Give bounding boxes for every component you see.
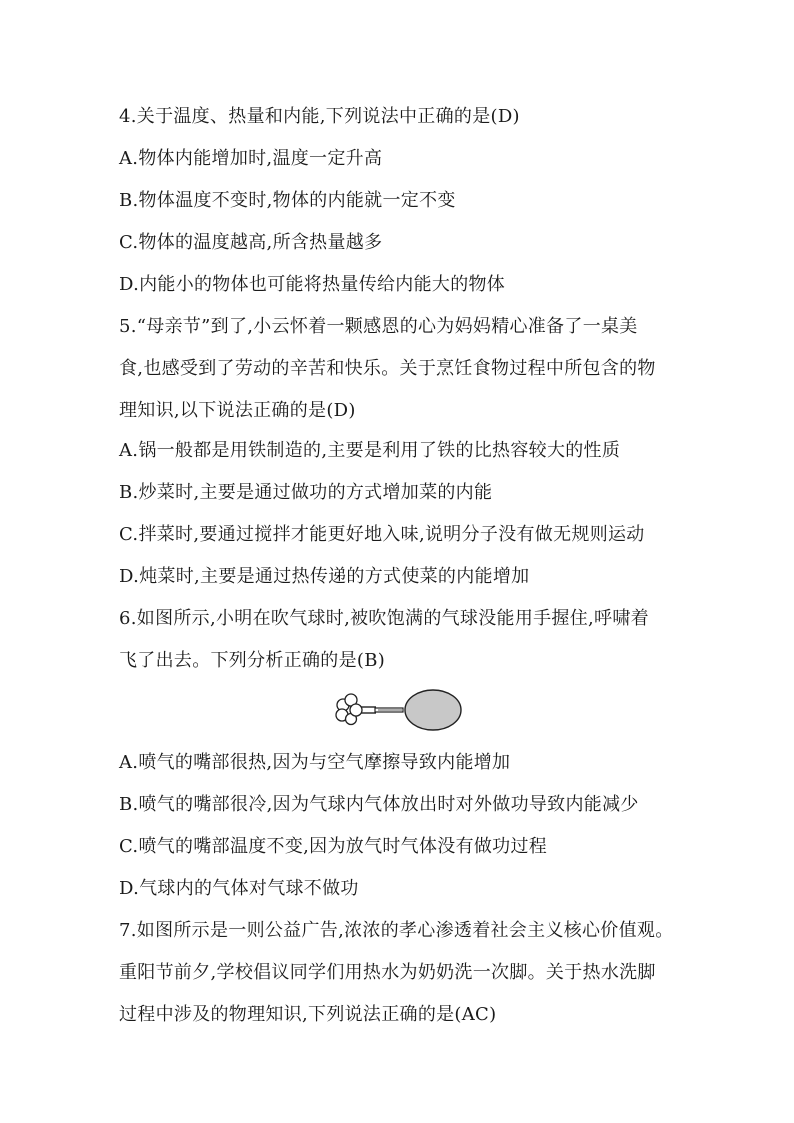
q6-option-b: B.喷气的嘴部很冷,因为气球内气体放出时对外做功导致内能减少 [119,794,639,815]
q6-option-a: A.喷气的嘴部很热,因为与空气摩擦导致内能增加 [119,752,511,773]
q6-stem-line-1: 6.如图所示,小明在吹气球时,被吹饱满的气球没能用手握住,呼啸着 [119,608,649,629]
q5-stem-line-1: 5.“母亲节”到了,小云怀着一颗感恩的心为妈妈精心准备了一桌美 [119,316,638,337]
q5-option-a: A.锅一般都是用铁制造的,主要是利用了铁的比热容较大的性质 [119,440,621,461]
q4-option-c: C.物体的温度越高,所含热量越多 [119,232,383,253]
q7-stem-line-1: 7.如图所示是一则公益广告,浓浓的孝心渗透着社会主义核心价值观。 [119,920,674,941]
q7-stem-line-2: 重阳节前夕,学校倡议同学们用热水为奶奶洗一次脚。关于热水洗脚 [119,962,656,983]
q6-stem-line-2: 飞了出去。下列分析正确的是(B) [119,650,386,671]
q5-stem-line-2: 食,也感受到了劳动的辛苦和快乐。关于烹饪食物过程中所包含的物 [119,358,656,379]
balloon-releasing-air-icon [334,688,464,736]
q5-option-d: D.炖菜时,主要是通过热传递的方式使菜的内能增加 [119,566,530,587]
q5-option-c: C.拌菜时,要通过搅拌才能更好地入味,说明分子没有做无规则运动 [119,524,645,545]
q4-option-d: D.内能小的物体也可能将热量传给内能大的物体 [119,274,506,295]
q7-stem-line-3: 过程中涉及的物理知识,下列说法正确的是(AC) [119,1004,497,1025]
q5-option-b: B.炒菜时,主要是通过做功的方式增加菜的内能 [119,482,493,503]
q4-option-b: B.物体温度不变时,物体的内能就一定不变 [119,190,456,211]
q6-option-d: D.气球内的气体对气球不做功 [119,878,359,899]
q4-option-a: A.物体内能增加时,温度一定升高 [119,148,383,169]
q4-stem-line-1: 4.关于温度、热量和内能,下列说法中正确的是(D) [119,106,520,127]
q6-option-c: C.喷气的嘴部温度不变,因为放气时气体没有做功过程 [119,836,548,857]
q5-stem-line-3: 理知识,以下说法正确的是(D) [119,400,356,421]
